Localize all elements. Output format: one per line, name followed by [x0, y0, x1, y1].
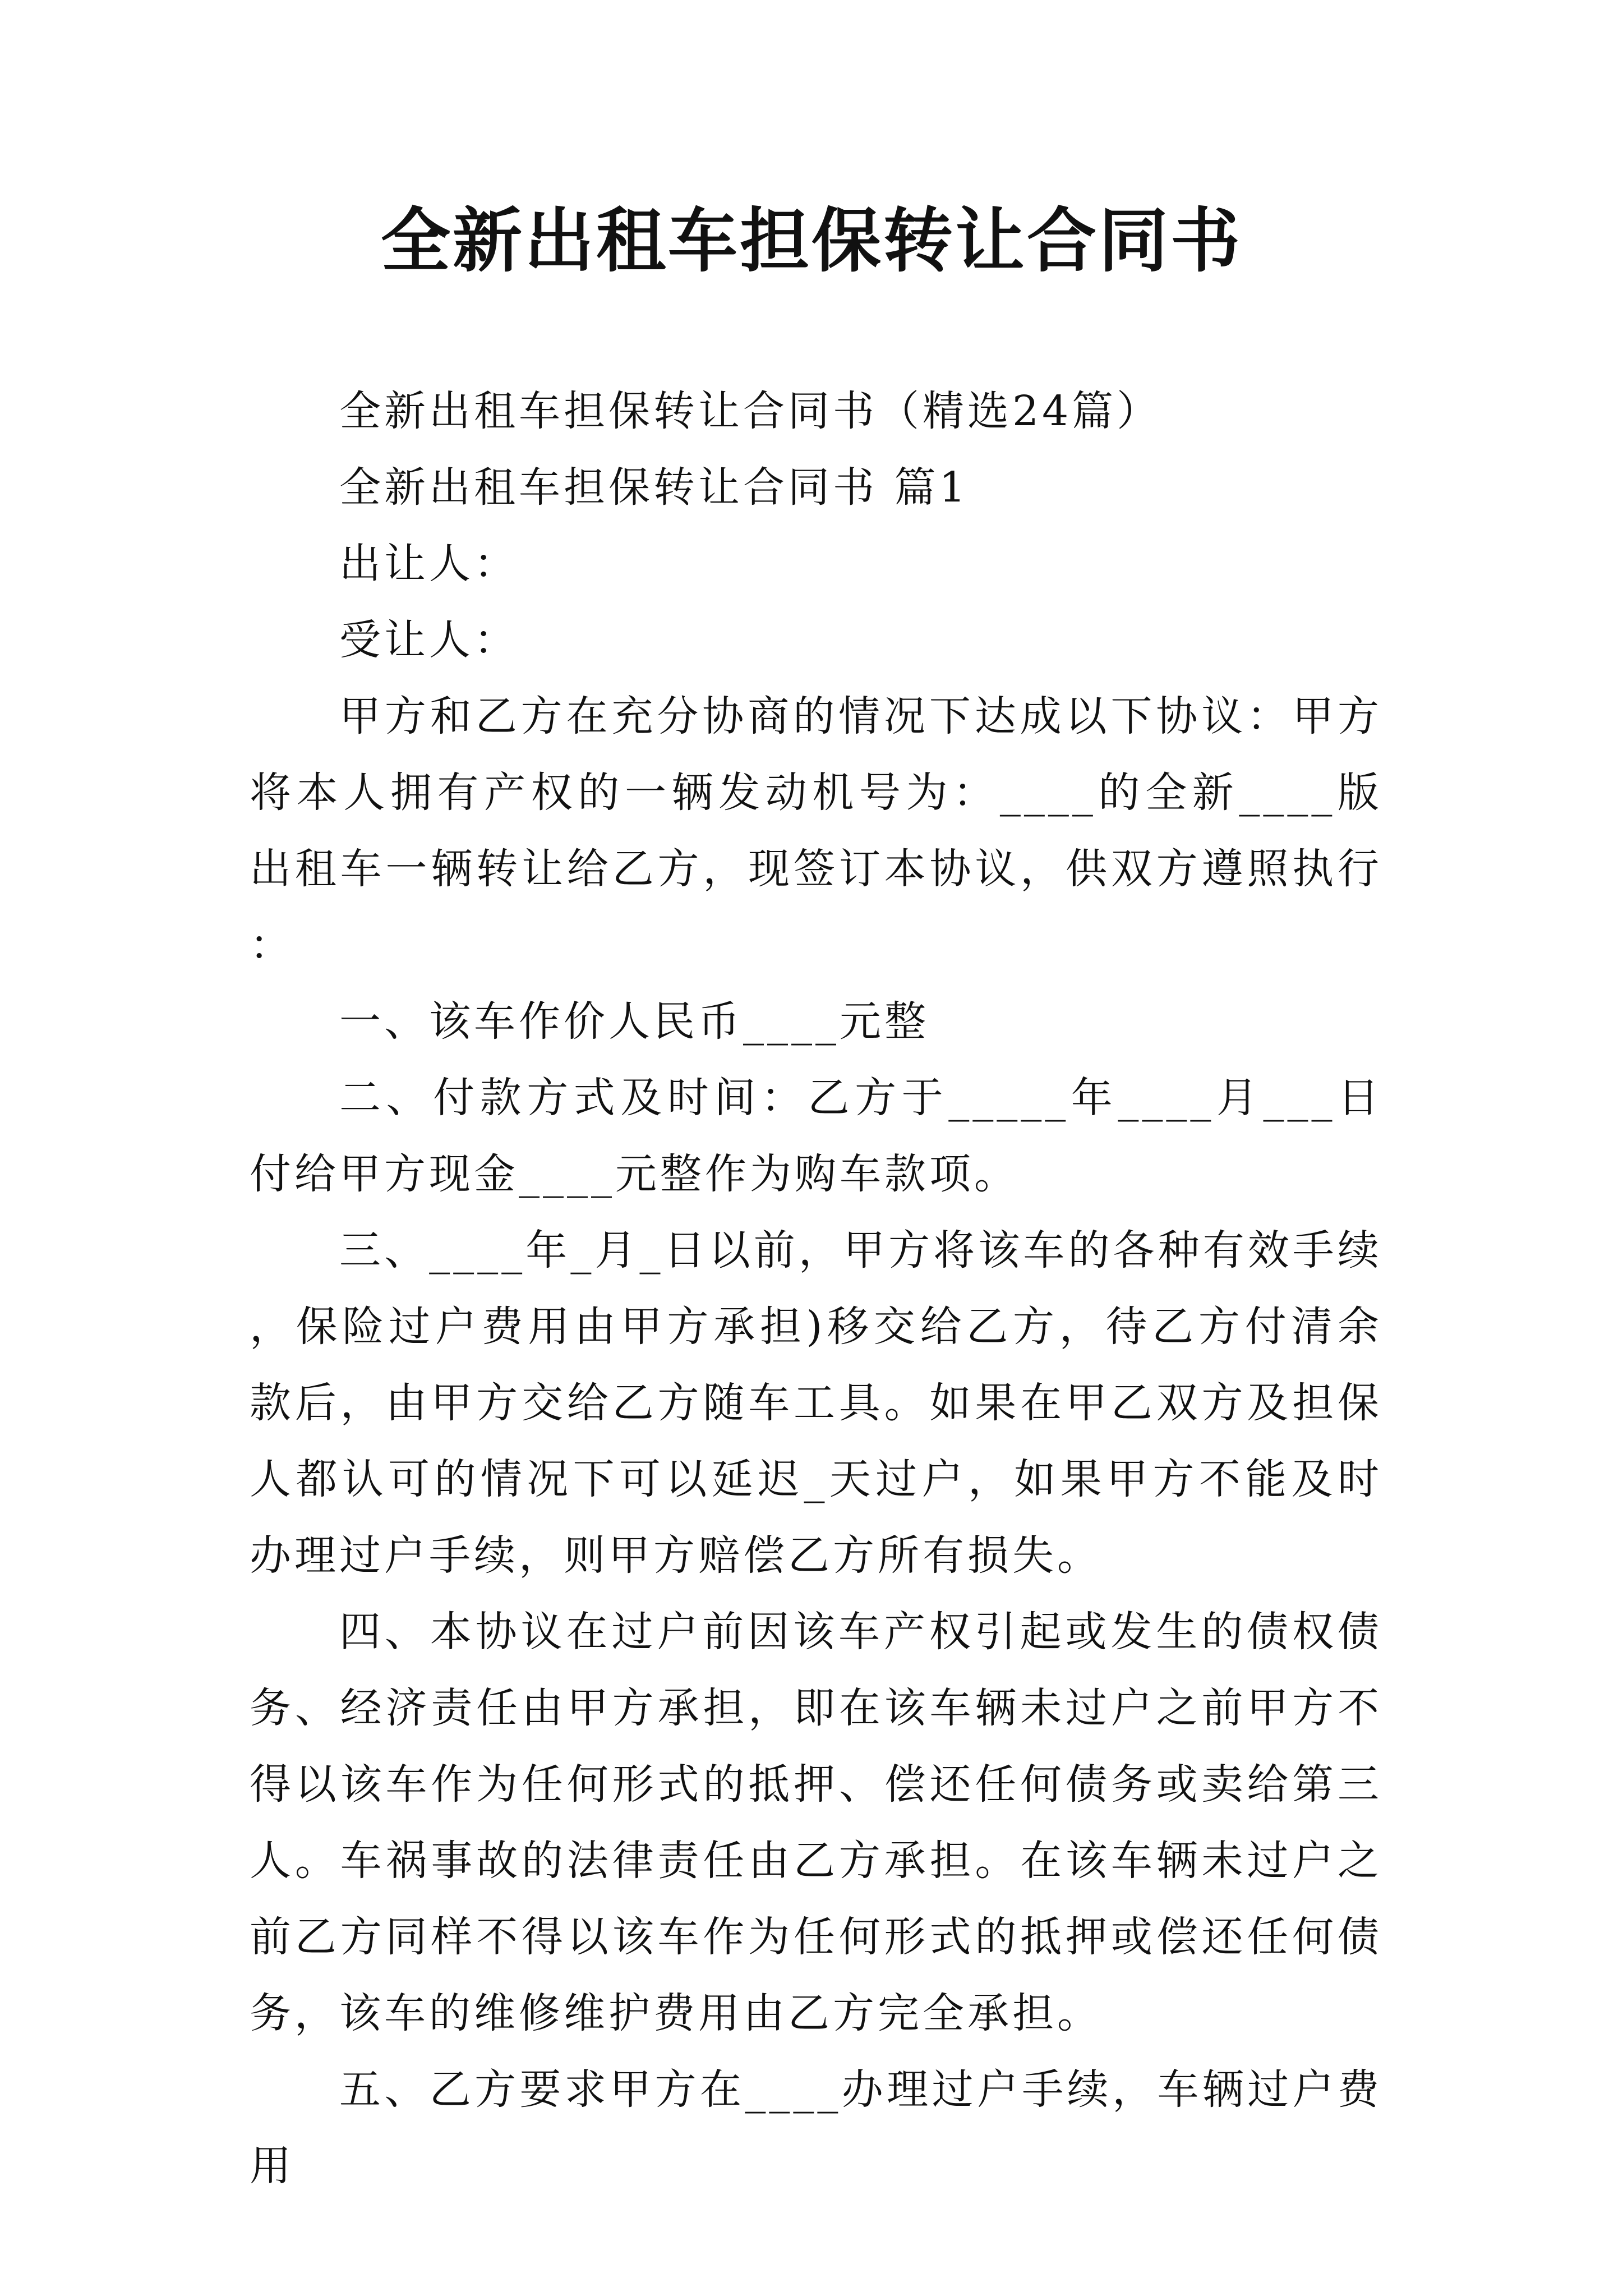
intro-paragraph: 甲方和乙方在充分协商的情况下达成以下协议：甲方将本人拥有产权的一辆发动机号为：____的全新____版出租车一辆转让给乙方，现签订本协议，供双方遵照执行： [250, 692, 1382, 969]
document-title: 全新出租车担保转让合同书 [380, 200, 1242, 282]
clause-1: 一、该车作价人民币____元整 [339, 997, 929, 1046]
subtitle-paragraph: 全新出租车担保转让合同书（精选24篇） [339, 387, 1162, 435]
transferee-line: 受让人： [339, 616, 519, 664]
clause-5: 五、乙方要求甲方在____办理过户手续，车辆过户费用 [250, 2065, 1382, 2190]
transferor-line: 出让人： [339, 540, 519, 588]
clause-2: 二、付款方式及时间：乙方于_____年____月___日付给甲方现金____元整作为购车款项。 [250, 1074, 1382, 1198]
document-body [250, 373, 1382, 2204]
clause-3: 三、____年_月_日以前，甲方将该车的各种有效手续，保险过户费用由甲方承担)移交给乙方，待乙方付清余款后，由甲方交给乙方随车工具。如果在甲乙双方及担保人都认可的情况下可以延迟_天过户，如果甲方不能及时办理过户手续，则甲方赔偿乙方所有损失。 [250, 1226, 1382, 1580]
clause-4: 四、本协议在过户前因该车产权引起或发生的债权债务、经济责任由甲方承担，即在该车辆未过户之前甲方不得以该车作为任何形式的抵押、偿还任何债务或卖给第三人。车祸事故的法律责任由乙方承担。在该车辆未过户之前乙方同样不得以该车作为任何形式的抵押或偿还任何债务，该车的维修维护费用由乙方完全承担。 [250, 1608, 1382, 2037]
section-heading: 全新出租车担保转让合同书 篇1 [339, 463, 969, 512]
